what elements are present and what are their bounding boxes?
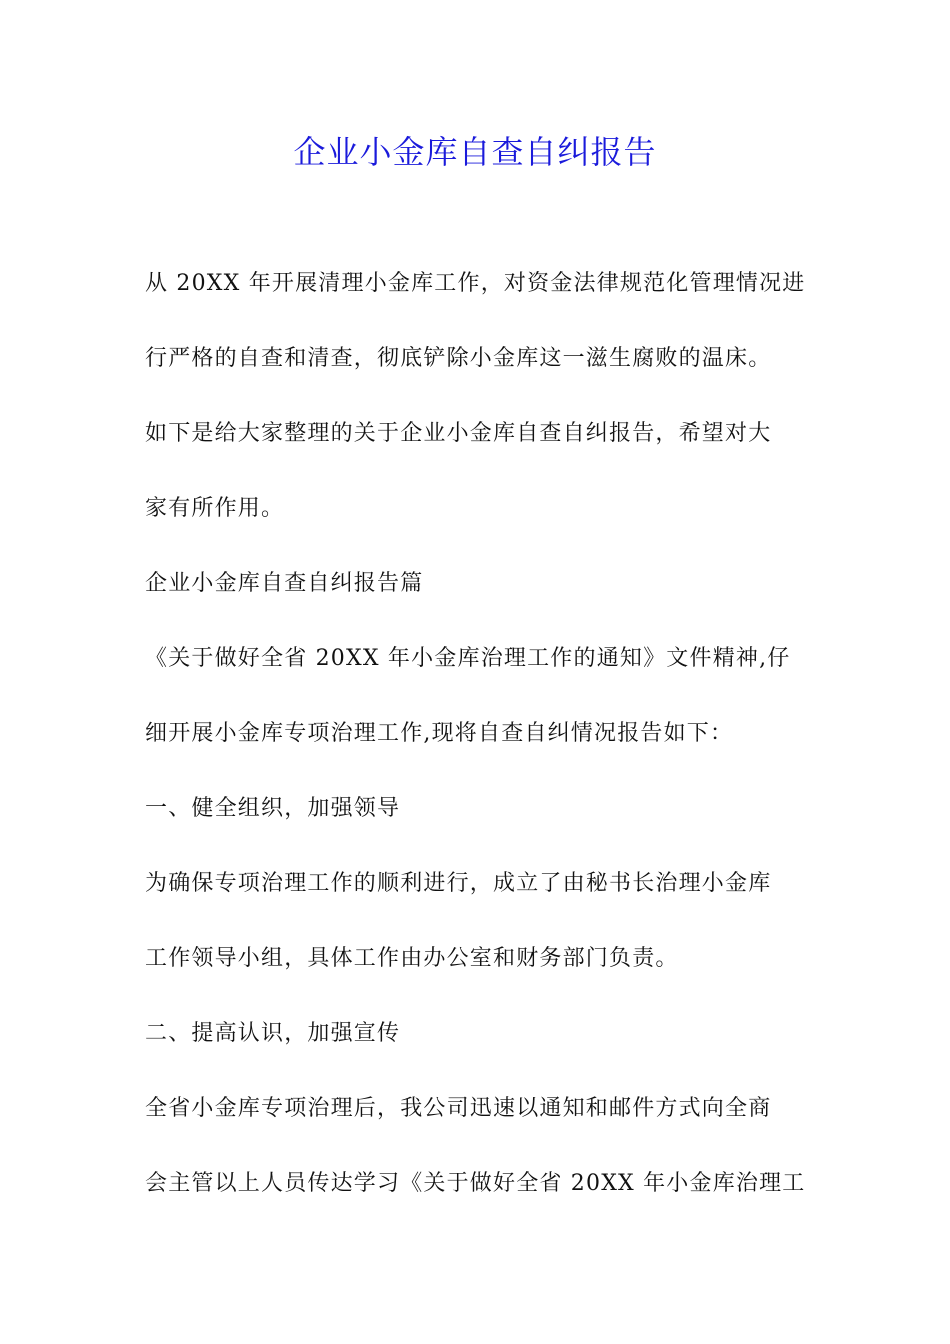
section-heading-2: 二、提高认识，加强宣传 bbox=[145, 1021, 401, 1046]
intro-line-3: 如下是给大家整理的关于企业小金库自查自纠报告，希望对大 bbox=[145, 421, 772, 446]
body-line-3: 为确保专项治理工作的顺利进行，成立了由秘书长治理小金库 bbox=[145, 871, 772, 896]
body-line-4: 工作领导小组，具体工作由办公室和财务部门负责。 bbox=[145, 946, 679, 971]
body-line-1: 《关于做好全省 20XX 年小金库治理工作的通知》文件精神,仔 bbox=[145, 646, 791, 671]
body-line-5: 全省小金库专项治理后，我公司迅速以通知和邮件方式向全商 bbox=[145, 1096, 772, 1121]
body-line-2: 细开展小金库专项治理工作,现将自查自纠情况报告如下： bbox=[145, 721, 734, 746]
section-heading-1: 一、健全组织，加强领导 bbox=[145, 796, 401, 821]
document-title: 企业小金库自查自纠报告 bbox=[293, 133, 657, 171]
intro-line-1: 从 20XX 年开展清理小金库工作，对资金法律规范化管理情况进 bbox=[145, 271, 806, 296]
intro-line-2: 行严格的自查和清查，彻底铲除小金库这一滋生腐败的温床。 bbox=[145, 346, 772, 371]
intro-line-4: 家有所作用。 bbox=[145, 496, 285, 521]
body-line-6: 会主管以上人员传达学习《关于做好全省 20XX 年小金库治理工 bbox=[145, 1171, 806, 1196]
section-heading-report: 企业小金库自查自纠报告篇 bbox=[145, 571, 424, 596]
